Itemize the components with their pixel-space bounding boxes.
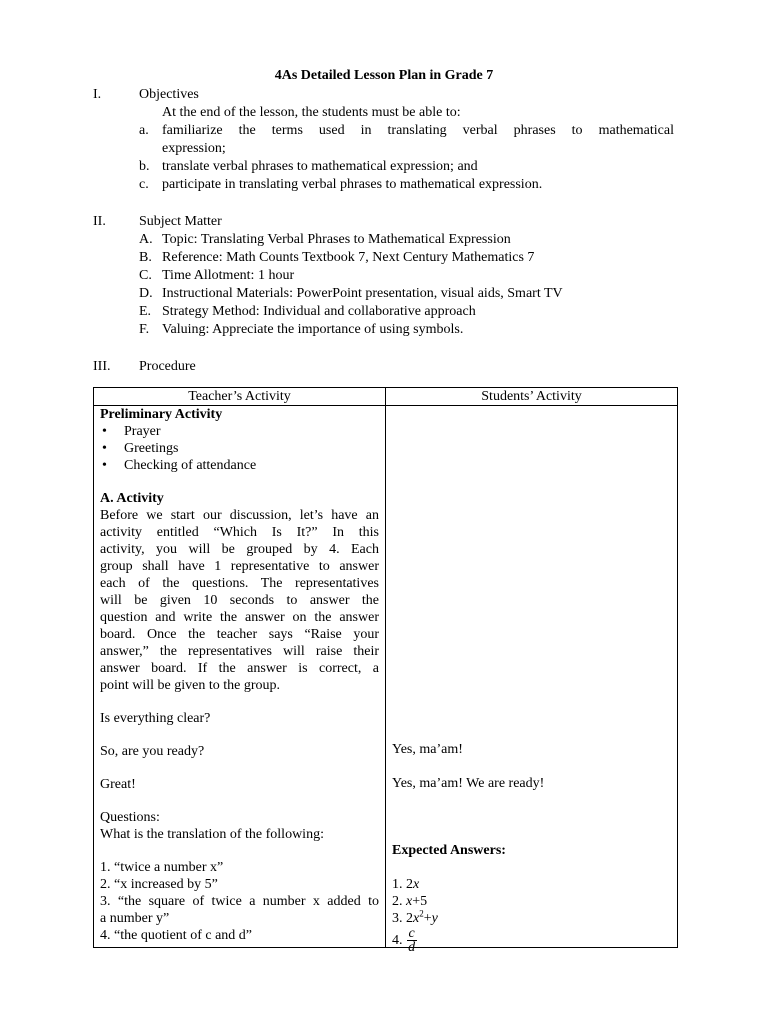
student-response-ready: Yes, ma’am! We are ready! [392, 776, 545, 791]
objective-item: participate in translating verbal phrases to mathematical expression. [162, 177, 543, 192]
bullet-text: Greetings [124, 441, 179, 456]
activity-paragraph [100, 507, 379, 694]
subject-item: Instructional Materials: PowerPoint presentation, visual aids, Smart TV [162, 286, 563, 301]
section-title-subject-matter: Subject Matter [139, 214, 222, 229]
questions-label: Questions: [100, 810, 160, 825]
paragraph-line: point will be given to the group. [100, 678, 281, 693]
teacher-question-clear: Is everything clear? [100, 711, 211, 726]
students-activity-cell [386, 406, 678, 955]
section-number: II. [93, 214, 106, 229]
list-letter: C. [139, 268, 152, 283]
list-item [100, 440, 379, 457]
list-letter: A. [139, 232, 153, 247]
answer-item [392, 927, 417, 954]
answer-number: 3. [392, 911, 403, 926]
subject-item: Reference: Math Counts Textbook 7, Next Century Mathematics 7 [162, 250, 535, 265]
list-item [100, 423, 379, 440]
answer-fraction [407, 927, 417, 954]
answer-variable: x [406, 894, 413, 909]
subject-item: Time Allotment: 1 hour [162, 268, 295, 283]
list-item [100, 457, 379, 474]
objective-item-continued: expression; [162, 141, 226, 156]
questions-prompt: What is the translation of the following: [100, 827, 324, 842]
expected-answers-label: Expected Answers: [392, 843, 506, 858]
list-letter: b. [139, 159, 150, 174]
objective-item: translate verbal phrases to mathematical expression; and [162, 159, 478, 174]
table-row [94, 406, 678, 948]
bullet-text: Checking of attendance [124, 458, 257, 473]
fraction-denominator: d [408, 940, 416, 955]
teacher-great: Great! [100, 777, 136, 792]
list-letter: F. [139, 322, 150, 337]
bullet-icon: • [102, 441, 107, 456]
paragraph-line: activity, you will be grouped by 4. Each [100, 542, 379, 557]
answer-variable: y [431, 911, 438, 926]
question-item: 4. “the quotient of c and d” [100, 928, 253, 943]
question-item-continued: a number y” [100, 911, 170, 926]
bullet-icon: • [102, 424, 107, 439]
answer-item [392, 910, 438, 927]
answer-number: 4. [392, 933, 403, 948]
section-title-objectives: Objectives [139, 87, 199, 102]
list-letter: E. [139, 304, 152, 319]
procedure-table [93, 387, 678, 955]
paragraph-line: activity entitled “Which Is It?” In this [100, 525, 379, 540]
teacher-question-ready: So, are you ready? [100, 744, 205, 759]
header-teachers-activity: Teacher’s Activity [94, 388, 386, 406]
section-title-procedure: Procedure [139, 359, 196, 374]
header-students-activity: Students’ Activity [386, 388, 678, 406]
list-letter: B. [139, 250, 152, 265]
subject-item: Topic: Translating Verbal Phrases to Mathematical Expression [162, 232, 511, 247]
question-item: 3. “the square of twice a number x added to [100, 894, 379, 909]
section-number: III. [93, 359, 111, 374]
paragraph-line: will be given 10 seconds to answer the [100, 593, 379, 608]
answer-coefficient: 2 [406, 911, 413, 926]
student-response-clear: Yes, ma’am! [392, 742, 463, 757]
answer-rest: +5 [412, 894, 428, 909]
table-header-row [94, 388, 678, 406]
section-number: I. [93, 87, 102, 102]
activity-heading: A. Activity [100, 491, 164, 506]
objective-item: familiarize the terms used in translating verbal phrases to mathematical [162, 123, 674, 138]
subject-item: Strategy Method: Individual and collaborative approach [162, 304, 476, 319]
subject-item: Valuing: Appreciate the importance of using symbols. [162, 322, 464, 337]
answer-plus: + [423, 911, 432, 926]
paragraph-line: group shall have 1 representative to answer [100, 559, 379, 574]
list-letter: D. [139, 286, 153, 301]
paragraph-line: board. Once the teacher says “Raise your [100, 627, 379, 642]
answer-variable: x [413, 911, 420, 926]
answer-number: 1. [392, 877, 403, 892]
fraction-numerator: c [408, 926, 415, 941]
paragraph-line: Before we start our discussion, let’s have an [100, 508, 379, 523]
paragraph-line: answer,” the representatives will raise their [100, 644, 379, 659]
answer-number: 2. [392, 894, 403, 909]
answer-variable: x [413, 877, 420, 892]
answer-item [392, 876, 419, 893]
question-item: 1. “twice a number x” [100, 860, 224, 875]
paragraph-line: each of the questions. The representatives [100, 576, 379, 591]
document-title: 4As Detailed Lesson Plan in Grade 7 [274, 68, 494, 83]
bullet-icon: • [102, 458, 107, 473]
preliminary-heading: Preliminary Activity [100, 407, 223, 422]
paragraph-line: question and write the answer on the answer [100, 610, 379, 625]
objectives-intro: At the end of the lesson, the students must be able to: [162, 105, 461, 120]
bullet-text: Prayer [124, 424, 161, 439]
list-letter: a. [139, 123, 149, 138]
paragraph-line: answer board. If the answer is correct, a [100, 661, 379, 676]
list-letter: c. [139, 177, 149, 192]
teacher-activity-cell [94, 406, 386, 948]
answer-coefficient: 2 [406, 877, 413, 892]
question-item: 2. “x increased by 5” [100, 877, 218, 892]
answer-exponent: 2 [419, 908, 424, 919]
